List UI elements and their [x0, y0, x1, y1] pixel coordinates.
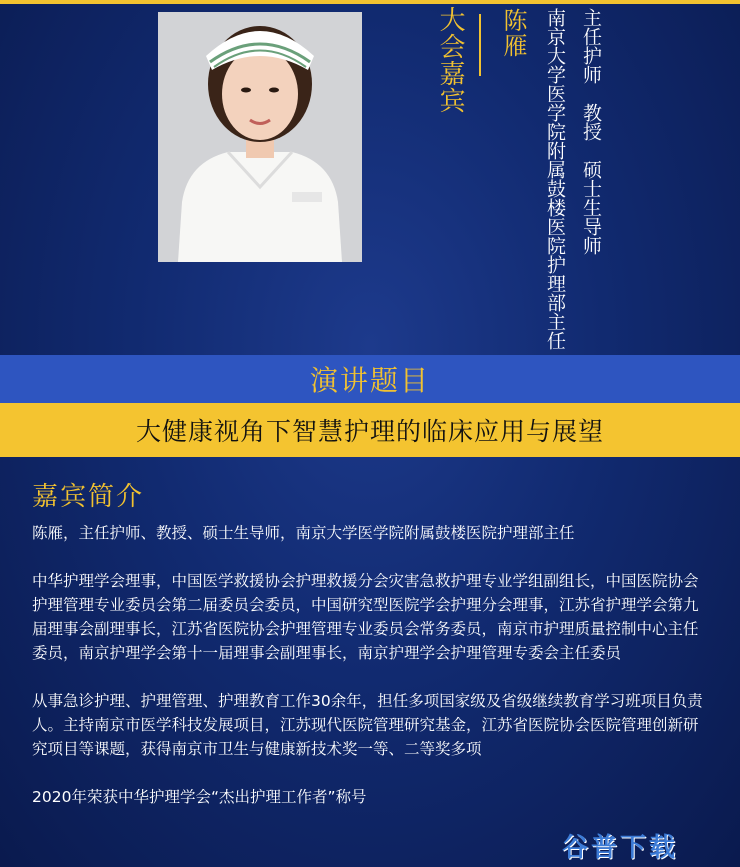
bio-paragraph: 从事急诊护理、护理管理、护理教育工作30余年，担任多项国家级及省级继续教育学习班项目负责人。主持南京市医学科技发展项目，江苏现代医院管理研究基金，江苏省医院协会医院管理创新研究项目等课题，获得南京市卫生与健康新技术奖一等、二等奖多项 — [32, 692, 703, 758]
bio-text — [32, 521, 708, 833]
guest-titles: 主任护师 教授 硕士生导师 — [580, 8, 602, 255]
top-accent-bar — [0, 0, 740, 4]
watermark-logo: 谷普下载 — [562, 833, 679, 863]
divider-line — [479, 14, 481, 76]
bio-paragraph: 2020年荣获中华护理学会“杰出护理工作者”称号 — [32, 788, 367, 806]
bio-paragraph: 陈雁，主任护师、教授、硕士生导师，南京大学医学院附属鼓楼医院护理部主任 — [32, 524, 575, 542]
bio-heading: 嘉宾简介 — [32, 482, 145, 512]
guest-photo — [158, 12, 362, 262]
guest-name: 陈雁 — [499, 8, 527, 58]
topic-heading: 演讲题目 — [309, 364, 430, 397]
topic-title: 大健康视角下智慧护理的临床应用与展望 — [135, 417, 604, 446]
guest-affiliation: 南京大学医学院附属鼓楼医院护理部主任 — [544, 8, 566, 350]
guest-tag: 大会嘉宾 — [435, 6, 465, 114]
topic-heading-band — [0, 355, 740, 403]
bio-paragraph: 中华护理学会理事，中国医学救援协会护理救援分会灾害急救护理专业学组副组长，中国医院协会护理管理专业委员会第二届委员会委员，中国研究型医院学会护理分会理事，江苏省护理学会第九届理事会副理事长，江苏省医院协会护理管理专业委员会常务委员，南京市护理质量控制中心主任委员，南京护理学会第十一届理事会副理事长，南京护理学会护理管理专委会主任委员 — [32, 572, 699, 662]
topic-title-band — [0, 403, 740, 457]
